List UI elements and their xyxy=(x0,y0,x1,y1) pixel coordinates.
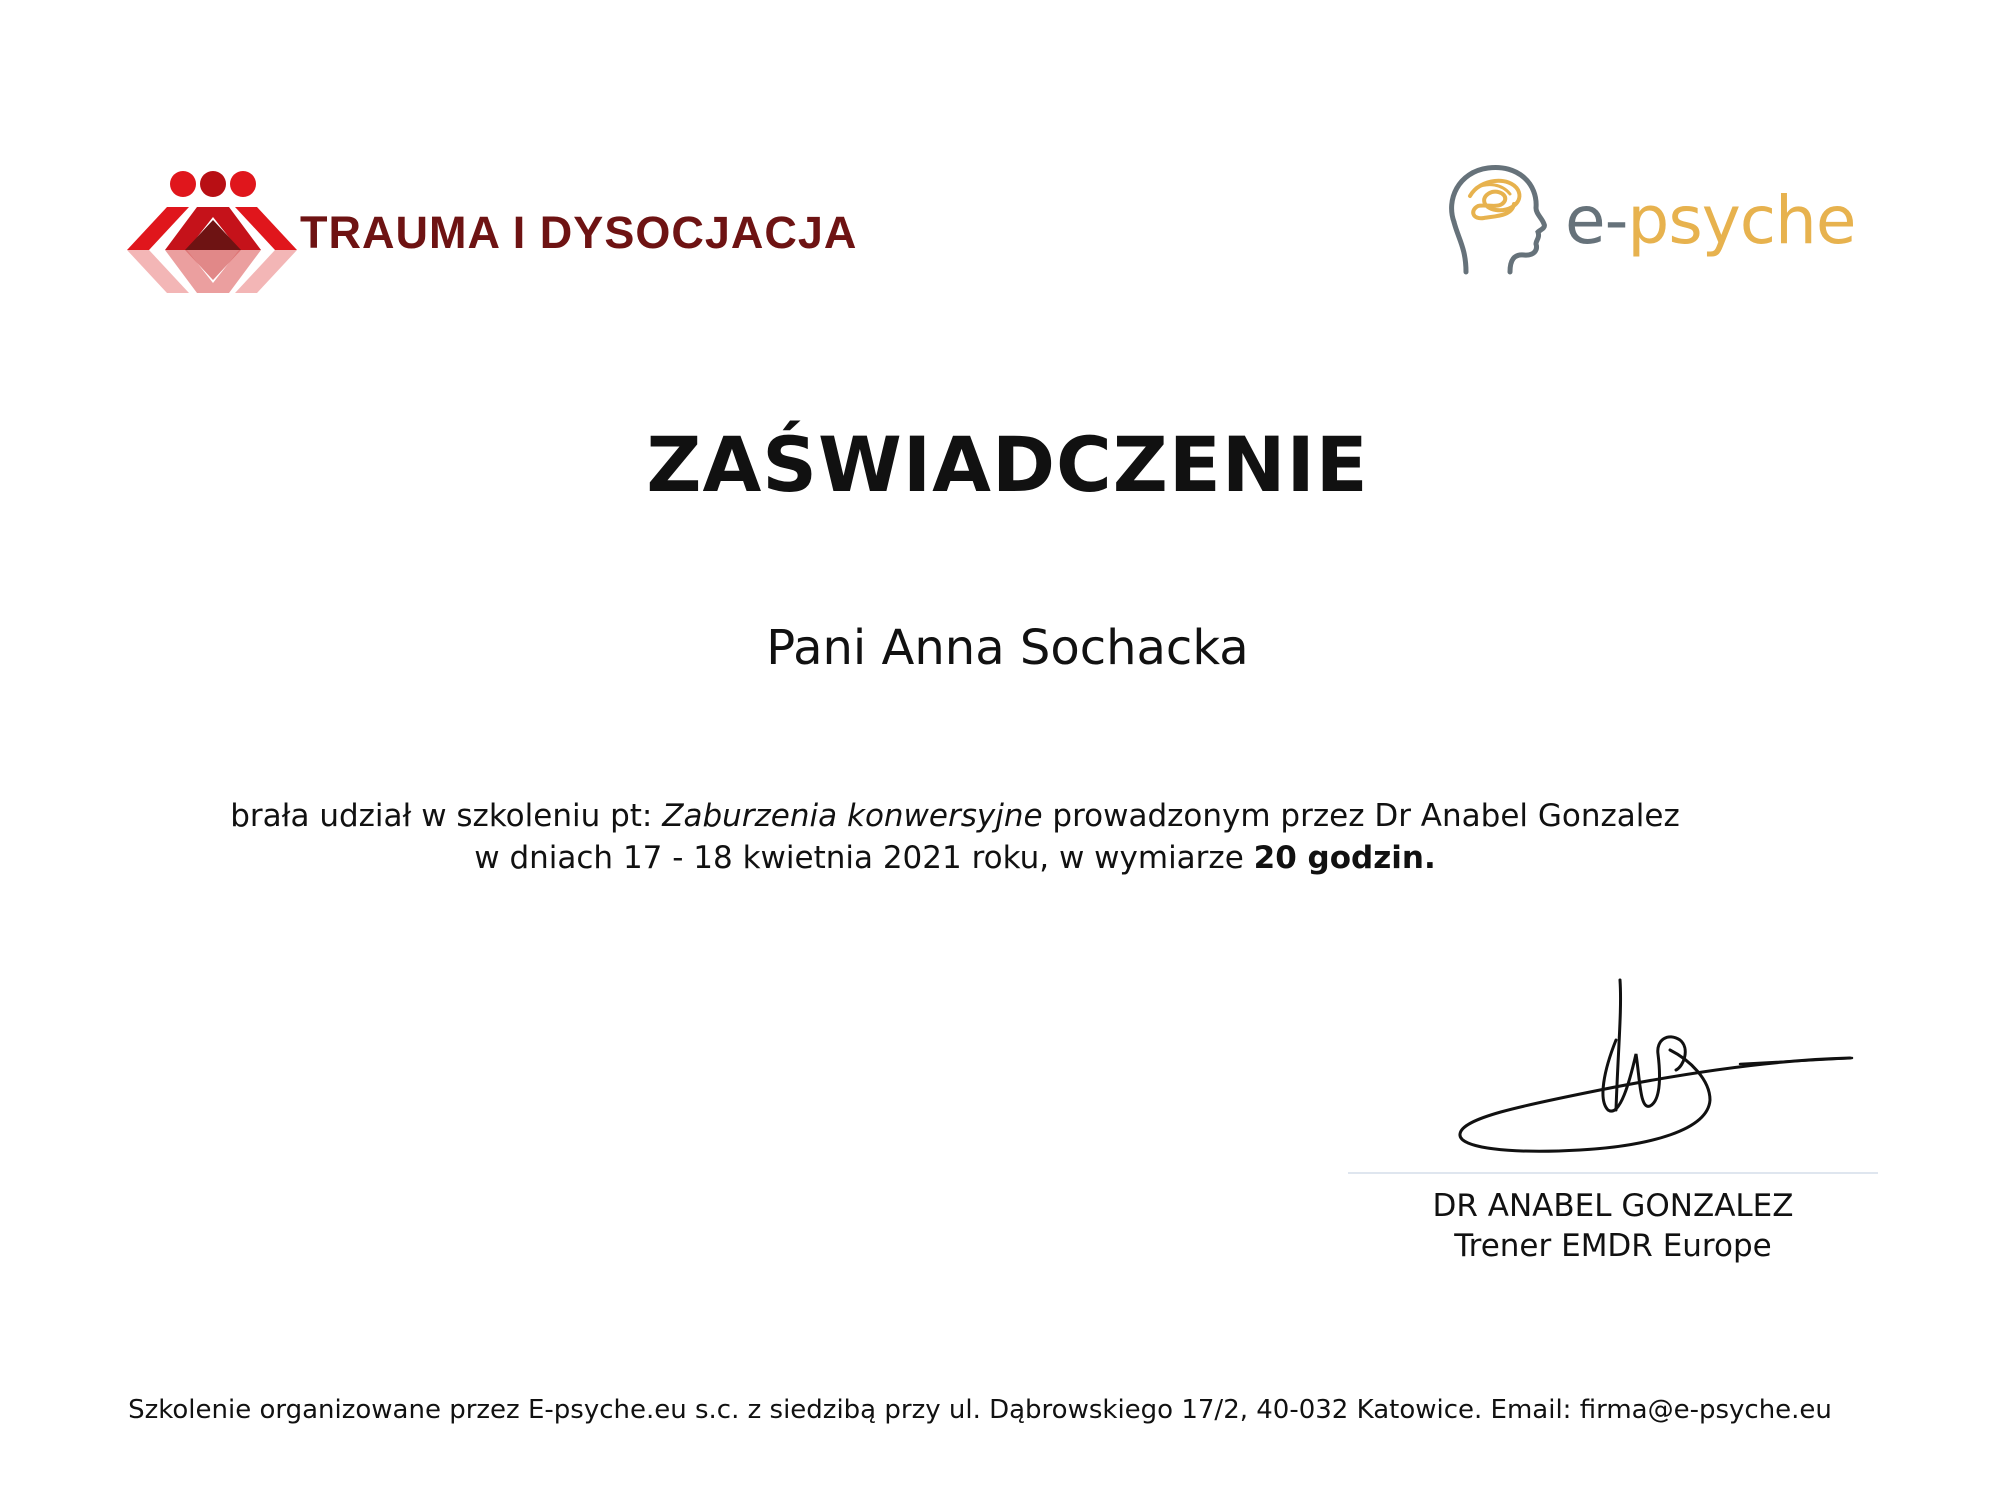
body-line-1 xyxy=(0,795,1910,837)
body-line-2-prefix: w dniach 17 - 18 kwietnia 2021 roku, w wymiarze xyxy=(474,840,1254,876)
right-logo-psyche: psyche xyxy=(1627,182,1856,259)
certificate-body xyxy=(0,795,1910,879)
signature-line xyxy=(1348,1172,1878,1174)
footer-text: Szkolenie organizowane przez E-psyche.eu s.c. z siedzibą przy ul. Dąbrowskiego 17/2, 40-032 Katowice. Email: firma@e-psyche.eu xyxy=(128,1395,1832,1425)
body-line-1-prefix: brała udział w szkoleniu pt: xyxy=(230,798,663,834)
recipient-name: Pani Anna Sochacka xyxy=(766,620,1249,676)
signatory-role: Trener EMDR Europe xyxy=(1454,1228,1772,1264)
signatory-block xyxy=(1348,1186,1878,1266)
right-logo-e: e- xyxy=(1565,182,1628,259)
course-title: Zaburzenia konwersyjne xyxy=(662,798,1043,834)
course-hours: 20 godzin. xyxy=(1253,840,1436,876)
body-line-2 xyxy=(0,837,1910,879)
certificate-title: ZAŚWIADCZENIE xyxy=(646,420,1369,509)
e-psyche-logo xyxy=(1440,160,1880,280)
footer xyxy=(0,1395,2000,1425)
right-logo-text xyxy=(1565,182,1855,259)
trauma-i-dysocjacja-logo xyxy=(125,165,885,305)
three-figures-diamond-icon xyxy=(125,165,300,300)
signatory-name: DR ANABEL GONZALEZ xyxy=(1432,1188,1794,1224)
left-logo-text: TRAUMA I DYSOCJACJA xyxy=(300,207,858,258)
head-profile-brain-icon xyxy=(1440,160,1560,280)
handwritten-signature xyxy=(1440,970,1860,1170)
body-line-1-suffix: prowadzonym przez Dr Anabel Gonzalez xyxy=(1042,798,1680,834)
